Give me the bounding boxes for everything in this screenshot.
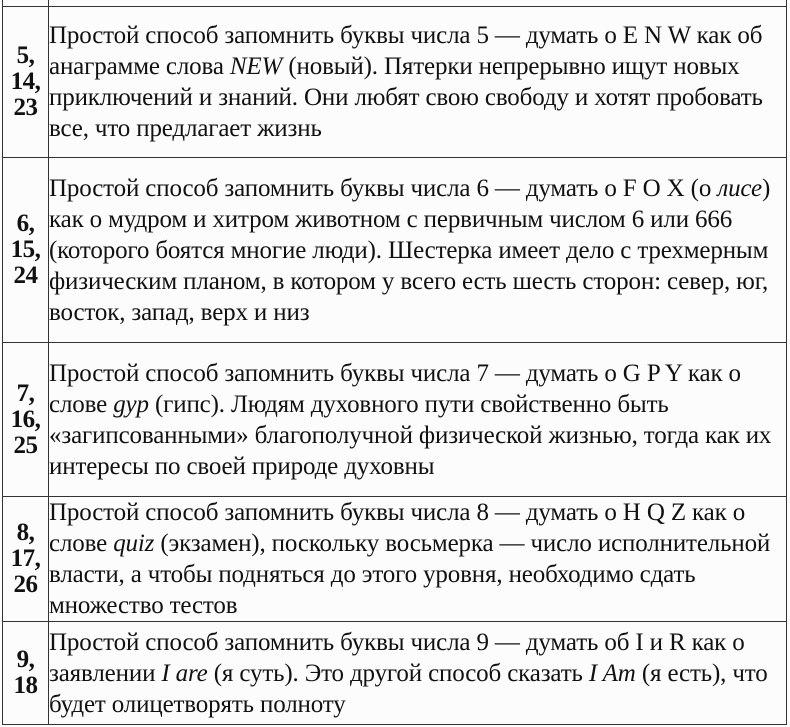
description-text: Простой способ запомнить буквы числа 8 — думать о H Q Z как о слове (49, 499, 746, 557)
number-cell (3, 343, 49, 497)
description-text: (экзамен), поскольку восьмерка — число исполнительной власти, а чтобы подняться до этого уровня, необходимо сдать множество тестов (49, 530, 771, 619)
number-label: 7, (16, 379, 35, 407)
number-label: 14, (10, 68, 41, 95)
number-label: 18 (13, 672, 38, 699)
italic-word: gyp (113, 390, 149, 418)
description-text: Простой способ запомнить буквы числа 5 — думать о E N W как об анаграмме слова (49, 22, 763, 80)
number-label: 25 (13, 431, 38, 459)
table-row (3, 158, 787, 343)
number-label: 24 (13, 262, 38, 289)
number-label: 5, (16, 42, 35, 69)
text-cell (49, 343, 787, 497)
description-text: Простой способ запомнить буквы числа 9 — думать об I и R как о заявлении (49, 628, 745, 687)
italic-word: I Am (588, 659, 636, 687)
italic-word: quiz (113, 530, 155, 557)
table-row (3, 7, 787, 158)
number-label: 9, (16, 646, 35, 673)
description-text: Простой способ запомнить буквы числа 6 — думать о F O X (о (49, 174, 718, 202)
description-text: Простой способ запомнить буквы числа 7 — думать о G P Y как о слове (49, 359, 741, 418)
text-cell (49, 158, 787, 343)
number-label: 8, (16, 519, 35, 546)
italic-word: NEW (229, 53, 283, 80)
number-cell (3, 7, 49, 158)
number-cell (3, 158, 49, 343)
description-text: (гипс). Людям духовного пути свойственно быть «загипсованными» благополучной физической жизнью, тогда как их интересы по своей природе духовны (49, 390, 772, 480)
table-row (3, 622, 787, 725)
table-row (3, 497, 787, 622)
number-label: 16, (10, 405, 41, 433)
number-letter-table (2, 0, 787, 725)
text-cell (49, 497, 787, 622)
number-label: 26 (13, 571, 38, 598)
text-cell (49, 7, 787, 158)
description-text: (новый). Пятерки непрерывно ищут новых приключений и знаний. Они любят свою свободу и хотят пробовать все, что предлагает жизнь (49, 53, 763, 142)
number-label: 6, (16, 210, 35, 237)
number-label: 23 (13, 94, 38, 121)
italic-word: I are (161, 659, 208, 687)
text-cell (49, 622, 787, 725)
description-text: (я суть). Это другой способ сказать (207, 659, 589, 687)
number-cell (3, 622, 49, 725)
number-label: 17, (10, 545, 41, 572)
description-text: ) как о мудром и хитром животном с первичным числом 6 или 666 (которого боятся многие люди). Шестерка имеет дело с трехмерным физическим планом, в котором у всего есть шесть сторон: север, юг, восток, запад, верх и низ (49, 174, 771, 326)
number-cell (3, 497, 49, 622)
table-row (3, 343, 787, 497)
italic-word: лисе (717, 174, 762, 202)
number-label: 15, (10, 236, 41, 263)
description-text: (я есть), что будет олицетворять полноту (49, 659, 768, 718)
